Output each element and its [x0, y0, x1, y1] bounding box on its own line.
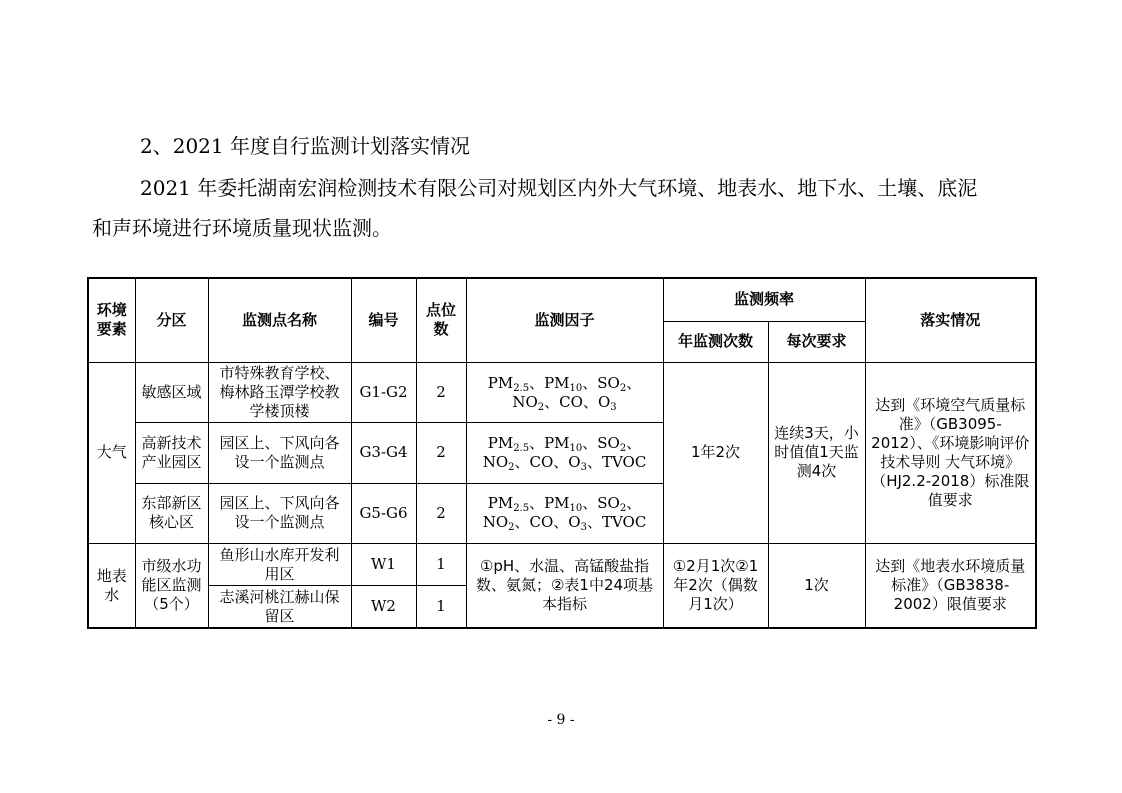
factor-so2-sub: 2 [619, 382, 627, 394]
factor-cell-water: ①pH、水温、高锰酸盐指数、氨氮；②表1中24项基本指标 [466, 544, 663, 629]
header-code: 编号 [351, 278, 416, 362]
factor-pm25-sub: 2.5 [513, 442, 530, 454]
header-row-1 [88, 278, 1036, 321]
factor-tail: 、TVOC [586, 452, 647, 471]
header-status: 落实情况 [865, 278, 1036, 362]
zone-cell: 敏感区域 [135, 362, 208, 422]
factor-no2: 、NO [482, 433, 642, 471]
factor-pm10-sub: 10 [569, 503, 583, 515]
factor-o3-sub: 3 [580, 461, 587, 473]
factor-pm25: PM [487, 373, 514, 392]
factor-o3-sub: 3 [610, 401, 617, 413]
point-name-cell: 鱼形山水库开发利用区 [208, 544, 351, 586]
annual-times-cell-water: ①2月1次②1年2次（偶数月1次） [663, 544, 768, 629]
factor-so2: 、SO [582, 433, 620, 452]
element-cell-water: 地表水 [88, 544, 135, 629]
factor-cell [466, 483, 663, 543]
factor-pm25-sub: 2.5 [513, 382, 530, 394]
body-text-line-2: 和声环境进行环境质量现状监测。 [92, 216, 392, 240]
factor-so2: 、SO [582, 494, 620, 513]
factor-pm10-sub: 10 [569, 442, 583, 454]
status-cell-water: 达到《地表水环境质量标准》（GB3838-2002）限值要求 [865, 544, 1036, 629]
factor-pm25-sub: 2.5 [513, 503, 530, 515]
factor-no2: 、NO [482, 494, 642, 532]
header-factor: 监测因子 [466, 278, 663, 362]
factor-pm10-sub: 10 [569, 382, 583, 394]
count-cell: 2 [416, 483, 466, 543]
factor-co-o3: 、CO、O [544, 392, 611, 411]
zone-cell-water: 市级水功能区监测（5个） [135, 544, 208, 629]
factor-no2-sub: 2 [537, 401, 545, 413]
factor-no2-sub: 2 [508, 461, 515, 473]
factor-cell [466, 362, 663, 422]
header-each-requirement: 每次要求 [768, 321, 865, 362]
factor-tail: 、TVOC [586, 513, 647, 532]
count-cell: 1 [416, 544, 466, 586]
header-point-name: 监测点名称 [208, 278, 351, 362]
factor-no2: 、NO [512, 373, 642, 411]
factor-so2-sub: 2 [619, 503, 627, 515]
element-cell-air: 大气 [88, 362, 135, 543]
section-heading: 2、2021 年度自行监测计划落实情况 [140, 134, 470, 158]
page-number: - 9 - [547, 712, 575, 728]
point-name-cell: 园区上、下风向各设一个监测点 [208, 483, 351, 543]
factor-o3-sub: 3 [580, 522, 587, 534]
factor-cell [466, 423, 663, 483]
factor-so2: 、SO [582, 373, 620, 392]
count-cell: 2 [416, 423, 466, 483]
table-row [88, 362, 1036, 422]
factor-co-o3: 、CO、O [514, 513, 581, 532]
count-cell: 2 [416, 362, 466, 422]
code-cell: G1-G2 [351, 362, 416, 422]
point-name-cell: 市特殊教育学校、梅林路玉潭学校教学楼顶楼 [208, 362, 351, 422]
code-cell: W1 [351, 544, 416, 586]
zone-cell: 高新技术产业园区 [135, 423, 208, 483]
monitoring-plan-table [87, 277, 1037, 629]
code-cell: G5-G6 [351, 483, 416, 543]
status-cell-air: 达到《环境空气质量标准》（GB3095-2012）、《环境影响评价技术导则 大气环境》（HJ2.2-2018）标准限值要求 [865, 362, 1036, 543]
each-requirement-cell-water: 1次 [768, 544, 865, 629]
zone-cell: 东部新区核心区 [135, 483, 208, 543]
factor-co-o3: 、CO、O [514, 452, 581, 471]
count-cell: 1 [416, 586, 466, 628]
annual-times-cell-air: 1年2次 [663, 362, 768, 543]
header-point-count: 点位数 [416, 278, 466, 362]
code-cell: W2 [351, 586, 416, 628]
code-cell: G3-G4 [351, 423, 416, 483]
header-zone: 分区 [135, 278, 208, 362]
point-name-cell: 志溪河桃江赫山保留区 [208, 586, 351, 628]
factor-pm10: 、PM [529, 494, 570, 513]
header-annual-times: 年监测次数 [663, 321, 768, 362]
body-text-line-1: 2021 年委托湖南宏润检测技术有限公司对规划区内外大气环境、地表水、地下水、土壤、底泥 [140, 176, 978, 200]
factor-pm25: PM [487, 494, 514, 513]
factor-so2-sub: 2 [619, 442, 627, 454]
factor-no2-sub: 2 [508, 522, 515, 534]
factor-pm10: 、PM [529, 373, 570, 392]
header-element: 环境要素 [88, 278, 135, 362]
factor-pm25: PM [487, 433, 514, 452]
table-row [88, 544, 1036, 586]
each-requirement-cell-air: 连续3天，小时值值1天监测4次 [768, 362, 865, 543]
factor-pm10: 、PM [529, 433, 570, 452]
point-name-cell: 园区上、下风向各设一个监测点 [208, 423, 351, 483]
header-frequency: 监测频率 [663, 278, 865, 321]
